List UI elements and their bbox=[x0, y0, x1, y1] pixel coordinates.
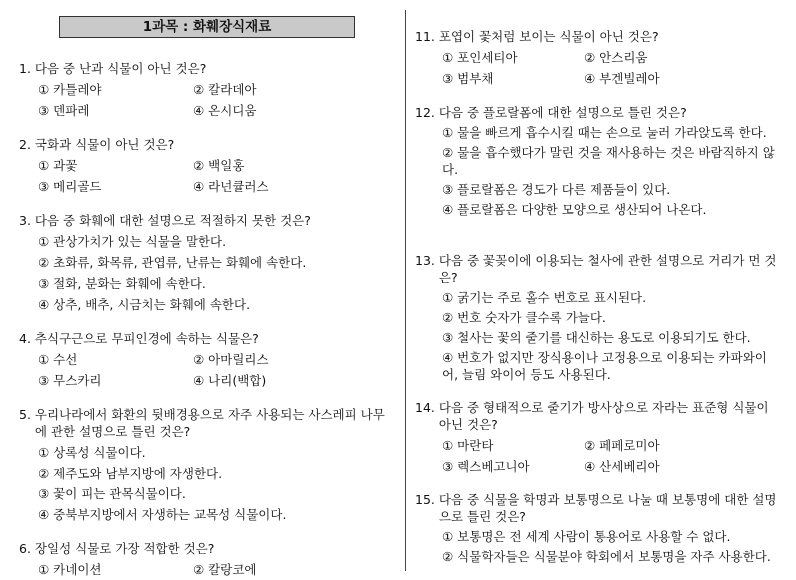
option-text: ① 굵기는 주로 홀수 번호로 표시된다. bbox=[442, 290, 647, 305]
question-number: 2. bbox=[19, 137, 31, 152]
question-number: 15. bbox=[415, 492, 435, 507]
option-3[interactable] bbox=[442, 181, 793, 198]
question-stem: 다음 중 난과 식물이 아닌 것은? bbox=[34, 61, 207, 76]
question-stem: 장일성 식물로 가장 적합한 것은? bbox=[34, 541, 215, 556]
section-title: 1과목 : 화훼장식재료 bbox=[59, 16, 355, 38]
question-number: 5. bbox=[19, 407, 31, 422]
option-3[interactable]: ③ 렉스베고니아 bbox=[442, 459, 530, 474]
question-number: 6. bbox=[19, 541, 31, 556]
column-divider bbox=[405, 10, 406, 571]
option-3[interactable]: ③ 무스카리 bbox=[38, 373, 102, 388]
option-1[interactable]: ① 카틀레야 bbox=[38, 82, 102, 97]
option-3[interactable] bbox=[442, 329, 793, 346]
option-text: ① 보통명은 전 세계 사람이 통용어로 사용할 수 없다. bbox=[442, 529, 731, 544]
option-4[interactable]: ④ 온시디움 bbox=[193, 103, 257, 118]
option-2[interactable] bbox=[442, 309, 793, 326]
option-2[interactable]: ② 칼랑코에 bbox=[193, 562, 257, 577]
option-text: ④ 플로랄폼은 다양한 모양으로 생산되어 나온다. bbox=[442, 202, 707, 217]
option-3[interactable]: ③ 꽃이 피는 관목식물이다. bbox=[38, 486, 186, 501]
option-2[interactable] bbox=[442, 144, 793, 178]
question-13 bbox=[415, 252, 793, 383]
question-2 bbox=[19, 136, 404, 197]
question-number: 11. bbox=[415, 29, 435, 44]
option-text: ① 물을 빠르게 흡수시킬 때는 손으로 눌러 가라앉도록 한다. bbox=[442, 125, 767, 140]
option-2[interactable]: ② 아마릴리스 bbox=[193, 352, 269, 367]
question-stem: 다음 중 플로랄폼에 대한 설명으로 틀린 것은? bbox=[438, 105, 687, 120]
question-15 bbox=[415, 491, 793, 565]
question-number: 4. bbox=[19, 331, 31, 346]
option-1[interactable]: ① 포인세티아 bbox=[442, 50, 518, 65]
option-2[interactable]: ② 백일홍 bbox=[193, 158, 245, 173]
option-1[interactable]: ① 수선 bbox=[38, 352, 78, 367]
question-stem: 다음 중 식물을 학명과 보통명으로 나눌 때 보통명에 대한 설명으로 틀린 것은? bbox=[438, 492, 777, 524]
option-1[interactable]: ① 과꽃 bbox=[38, 158, 78, 173]
option-3[interactable]: ③ 덴파레 bbox=[38, 103, 90, 118]
option-2[interactable]: ② 안스리움 bbox=[584, 50, 648, 65]
option-3[interactable]: ③ 메리골드 bbox=[38, 179, 102, 194]
question-6 bbox=[19, 540, 404, 580]
option-1[interactable]: ① 관상가치가 있는 식물을 말한다. bbox=[38, 234, 227, 249]
option-4[interactable] bbox=[442, 349, 793, 383]
option-1[interactable]: ① 카네이션 bbox=[38, 562, 102, 577]
option-4[interactable]: ④ 산세베리아 bbox=[584, 459, 660, 474]
option-text: ② 식물학자들은 식물분야 학회에서 보통명을 자주 사용한다. bbox=[442, 549, 771, 564]
option-1[interactable] bbox=[442, 289, 793, 306]
question-5 bbox=[19, 406, 404, 525]
option-1[interactable] bbox=[442, 528, 793, 545]
option-1[interactable]: ① 상록성 식물이다. bbox=[38, 445, 146, 460]
question-number: 14. bbox=[415, 400, 435, 415]
option-4[interactable]: ④ 부겐빌레아 bbox=[584, 71, 660, 86]
question-number: 3. bbox=[19, 213, 31, 228]
option-text: ④ 번호가 없지만 장식용이나 고정용으로 이용되는 카파와이어, 늘림 와이어 등도 사용된다. bbox=[442, 350, 767, 382]
option-text: ③ 철사는 꽃의 줄기를 대신하는 용도로 이용되기도 한다. bbox=[442, 330, 751, 345]
question-3 bbox=[19, 212, 404, 315]
question-stem: 추식구근으로 무피인경에 속하는 식물은? bbox=[34, 331, 259, 346]
question-stem: 포엽이 꽃처럼 보이는 식물이 아닌 것은? bbox=[438, 29, 659, 44]
option-2[interactable]: ② 초화류, 화목류, 관엽류, 난류는 화훼에 속한다. bbox=[38, 255, 307, 270]
option-text: ③ 플로랄폼은 경도가 다른 제품들이 있다. bbox=[442, 182, 671, 197]
option-4[interactable] bbox=[442, 201, 793, 218]
question-12 bbox=[415, 104, 793, 218]
option-3[interactable]: ③ 절화, 분화는 화훼에 속한다. bbox=[38, 276, 206, 291]
option-2[interactable]: ② 칼라데아 bbox=[193, 82, 257, 97]
option-4[interactable]: ④ 나리(백합) bbox=[193, 373, 267, 388]
question-stem: 다음 중 화훼에 대한 설명으로 적절하지 못한 것은? bbox=[34, 213, 311, 228]
question-stem: 우리나라에서 화환의 뒷배경용으로 자주 사용되는 사스레피 나무에 관한 설명으로 틀린 것은? bbox=[34, 407, 385, 439]
option-1[interactable] bbox=[442, 124, 793, 141]
question-stem: 국화과 식물이 아닌 것은? bbox=[34, 137, 175, 152]
question-4 bbox=[19, 330, 404, 391]
question-stem: 다음 중 형태적으로 줄기가 방사상으로 자라는 표준형 식물이 아닌 것은? bbox=[438, 400, 769, 432]
option-2[interactable] bbox=[442, 548, 793, 565]
option-4[interactable]: ④ 중북부지방에서 자생하는 교목성 식물이다. bbox=[38, 506, 287, 522]
question-number: 13. bbox=[415, 253, 435, 268]
option-4[interactable]: ④ 상추, 배추, 시금치는 화훼에 속한다. bbox=[38, 297, 251, 312]
option-4[interactable]: ④ 라넌큘러스 bbox=[193, 179, 269, 194]
question-number: 12. bbox=[415, 105, 435, 120]
question-1 bbox=[19, 60, 404, 121]
option-1[interactable]: ① 마란타 bbox=[442, 438, 494, 453]
question-stem: 다음 중 꽃꽂이에 이용되는 철사에 관한 설명으로 거리가 먼 것은? bbox=[438, 253, 777, 285]
question-number: 1. bbox=[19, 61, 31, 76]
option-3[interactable]: ③ 범부채 bbox=[442, 71, 494, 86]
question-11 bbox=[415, 28, 793, 89]
option-text: ② 번호 숫자가 클수록 가늘다. bbox=[442, 310, 606, 325]
option-2[interactable]: ② 제주도와 남부지방에 자생한다. bbox=[38, 465, 223, 481]
question-14 bbox=[415, 399, 793, 477]
option-text: ② 물을 흡수했다가 말린 것을 재사용하는 것은 바람직하지 않다. bbox=[442, 145, 775, 177]
option-2[interactable]: ② 페페로미아 bbox=[584, 438, 660, 453]
